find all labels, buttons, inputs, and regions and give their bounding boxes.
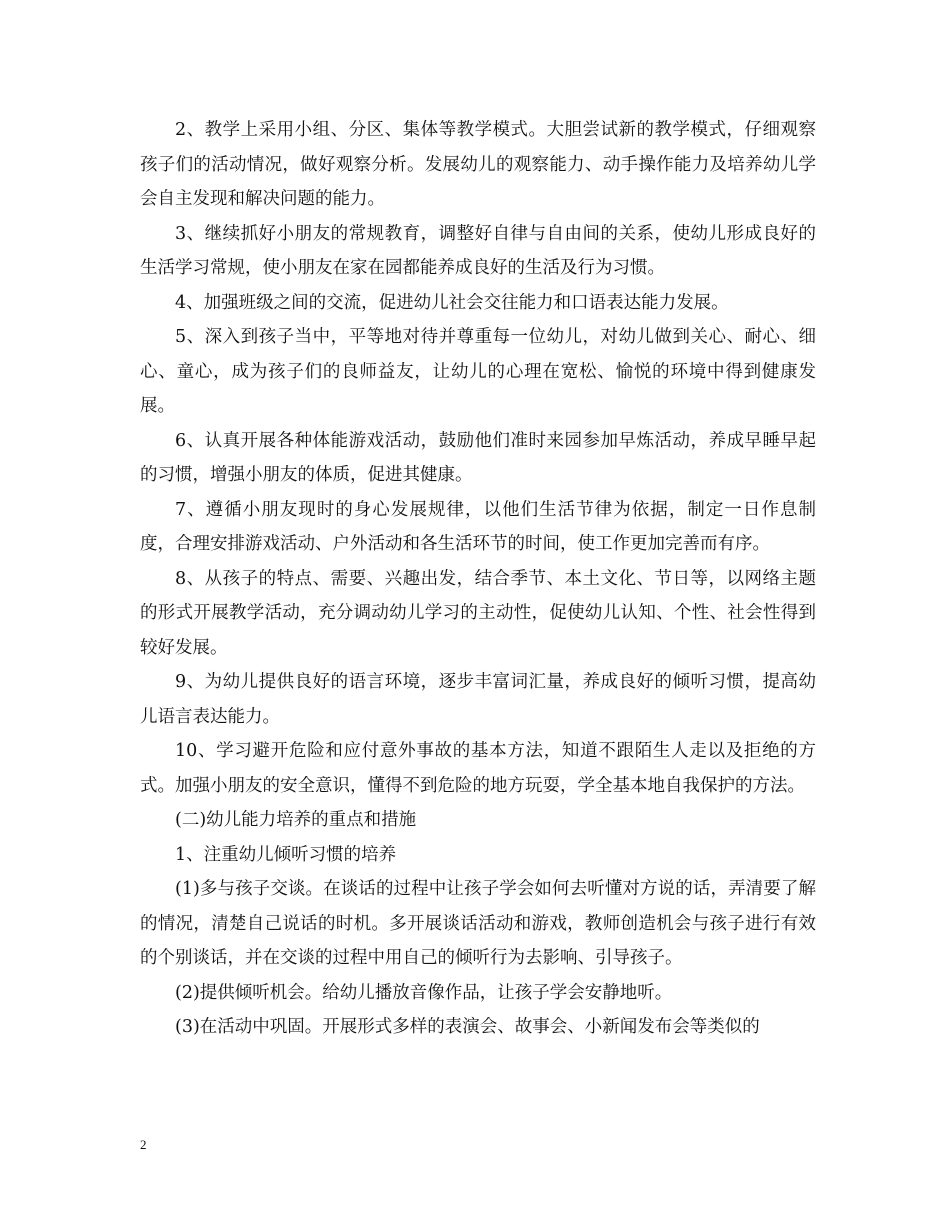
paragraph-item-9: 9、为幼儿提供良好的语言环境，逐步丰富词汇量，养成良好的倾听习惯，提高幼儿语言表达能力。: [140, 672, 816, 727]
paragraph-item-2: 2、教学上采用小组、分区、集体等教学模式。大胆尝试新的教学模式，仔细观察孩子们的活动情况，做好观察分析。发展幼儿的观察能力、动手操作能力及培养幼儿学会自主发现和解决问题的能力。: [140, 120, 816, 209]
page-number: 2: [140, 1137, 147, 1152]
section-heading: (二)幼儿能力培养的重点和措施: [175, 810, 417, 830]
paragraph-item-4: 4、加强班级之间的交流，促进幼儿社会交往能力和口语表达能力发展。: [175, 292, 729, 313]
paragraph-measure-3: (3)在活动中巩固。开展形式多样的表演会、故事会、小新闻发布会等类似的: [175, 1017, 760, 1037]
paragraph-item-3: 3、继续抓好小朋友的常规教育，调整好自律与自由间的关系，使幼儿形成良好的生活学习常规，使小朋友在家在园都能养成良好的生活及行为习惯。: [140, 223, 816, 278]
document-body: [140, 113, 816, 1045]
paragraph-measure-2: (2)提供倾听机会。给幼儿播放音像作品，让孩子学会安静地听。: [175, 982, 673, 1003]
paragraph-item-8: 8、从孩子的特点、需要、兴趣出发，结合季节、本土文化、节日等，以网络主题的形式开展教学活动，充分调动幼儿学习的主动性，促使幼儿认知、个性、社会性得到较好发展。: [140, 568, 816, 658]
subsection-heading: 1、注重幼儿倾听习惯的培养: [175, 844, 397, 865]
paragraph-measure-1: (1)多与孩子交谈。在谈话的过程中让孩子学会如何去听懂对方说的话，弄清要了解的情况，清楚自己说话的时机。多开展谈话活动和游戏，教师创造机会与孩子进行有效的个别谈话，并在交谈的过程中用自己的倾听行为去影响、引导孩子。: [140, 879, 816, 968]
paragraph-item-6: 6、认真开展各种体能游戏活动，鼓励他们准时来园参加早炼活动，养成早睡早起的习惯，增强小朋友的体质，促进其健康。: [140, 430, 816, 485]
paragraph-item-10: 10、学习避开危险和应付意外事故的基本方法，知道不跟陌生人走以及拒绝的方式。加强小朋友的安全意识，懂得不到危险的地方玩耍，学全基本地自我保护的方法。: [140, 741, 816, 796]
paragraph-item-5: 5、深入到孩子当中，平等地对待并尊重每一位幼儿，对幼儿做到关心、耐心、细心、童心，成为孩子们的良师益友，让幼儿的心理在宽松、愉悦的环境中得到健康发展。: [140, 327, 816, 416]
paragraph-item-7: 7、遵循小朋友现时的身心发展规律，以他们生活节律为依据，制定一日作息制度，合理安排游戏活动、户外活动和各生活环节的时间，使工作更加完善而有序。: [140, 499, 816, 554]
